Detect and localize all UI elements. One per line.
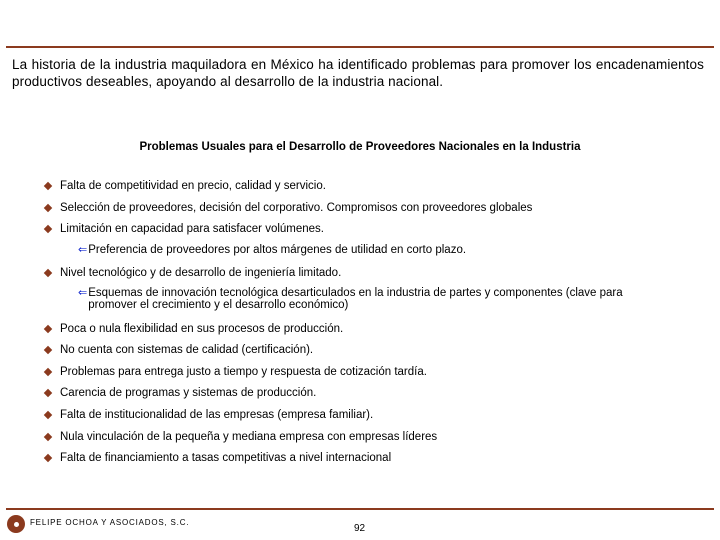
- list-item-text: Nivel tecnológico y de desarrollo de ingeniería limitado.: [60, 267, 342, 279]
- list-item-text: Problemas para entrega justo a tiempo y respuesta de cotización tardía.: [60, 366, 427, 378]
- list-item: [43, 408, 373, 422]
- list-item-text: Limitación en capacidad para satisfacer volúmenes.: [60, 223, 325, 235]
- company-logo-icon: [7, 515, 25, 533]
- list-item-text: Falta de financiamiento a tasas competitivas a nivel internacional: [60, 452, 392, 464]
- top-divider: [6, 46, 714, 48]
- diamond-bullet-icon: [44, 182, 52, 190]
- sub-item-text: Preferencia de proveedores por altos márgenes de utilidad en corto plazo.: [88, 244, 467, 256]
- sub-item: [78, 287, 653, 311]
- diamond-bullet-icon: [44, 411, 52, 419]
- diamond-bullet-icon: [44, 454, 52, 462]
- list-item: [43, 222, 324, 236]
- list-item: [43, 179, 326, 193]
- diamond-bullet-icon: [44, 433, 52, 441]
- list-item: [43, 386, 316, 400]
- list-item-text: No cuenta con sistemas de calidad (certificación).: [60, 344, 314, 356]
- list-item: [43, 266, 341, 280]
- list-item: [43, 322, 343, 336]
- diamond-bullet-icon: [44, 389, 52, 397]
- footer-company-name: FELIPE OCHOA Y ASOCIADOS, S.C.: [30, 518, 190, 527]
- bottom-divider: [6, 508, 714, 510]
- section-heading: Problemas Usuales para el Desarrollo de Proveedores Nacionales en la Industria: [139, 141, 581, 153]
- list-item-text: Falta de competitividad en precio, calidad y servicio.: [60, 180, 326, 192]
- sub-item: [78, 244, 678, 256]
- diamond-bullet-icon: [44, 225, 52, 233]
- list-item-text: Selección de proveedores, decisión del corporativo. Compromisos con proveedores globales: [60, 202, 533, 214]
- diamond-bullet-icon: [44, 269, 52, 277]
- diamond-bullet-icon: [44, 325, 52, 333]
- list-item-text: Carencia de programas y sistemas de producción.: [60, 387, 317, 399]
- diamond-bullet-icon: [44, 204, 52, 212]
- list-item: [43, 451, 391, 465]
- list-item: [43, 343, 313, 357]
- list-item-text: Poca o nula flexibilidad en sus procesos de producción.: [60, 323, 344, 335]
- sub-item-text: Esquemas de innovación tecnológica desarticulados en la industria de partes y componentes (clave para promover el crecimiento y el desarrollo económico): [88, 287, 623, 311]
- page-number: 92: [354, 523, 366, 534]
- intro-paragraph: La historia de la industria maquiladora en México ha identificado problemas para promover los encadenamientos productivos deseables, apoyando al desarrollo de la industria nacional.: [12, 57, 704, 89]
- left-arrow-icon: ⇐: [78, 287, 88, 299]
- list-item: [43, 201, 532, 215]
- left-arrow-icon: ⇐: [78, 244, 88, 256]
- diamond-bullet-icon: [44, 346, 52, 354]
- list-item-text: Nula vinculación de la pequeña y mediana empresa con empresas líderes: [60, 431, 438, 443]
- list-item: [43, 365, 427, 379]
- list-item: [43, 430, 437, 444]
- list-item-text: Falta de institucionalidad de las empresas (empresa familiar).: [60, 409, 374, 421]
- diamond-bullet-icon: [44, 368, 52, 376]
